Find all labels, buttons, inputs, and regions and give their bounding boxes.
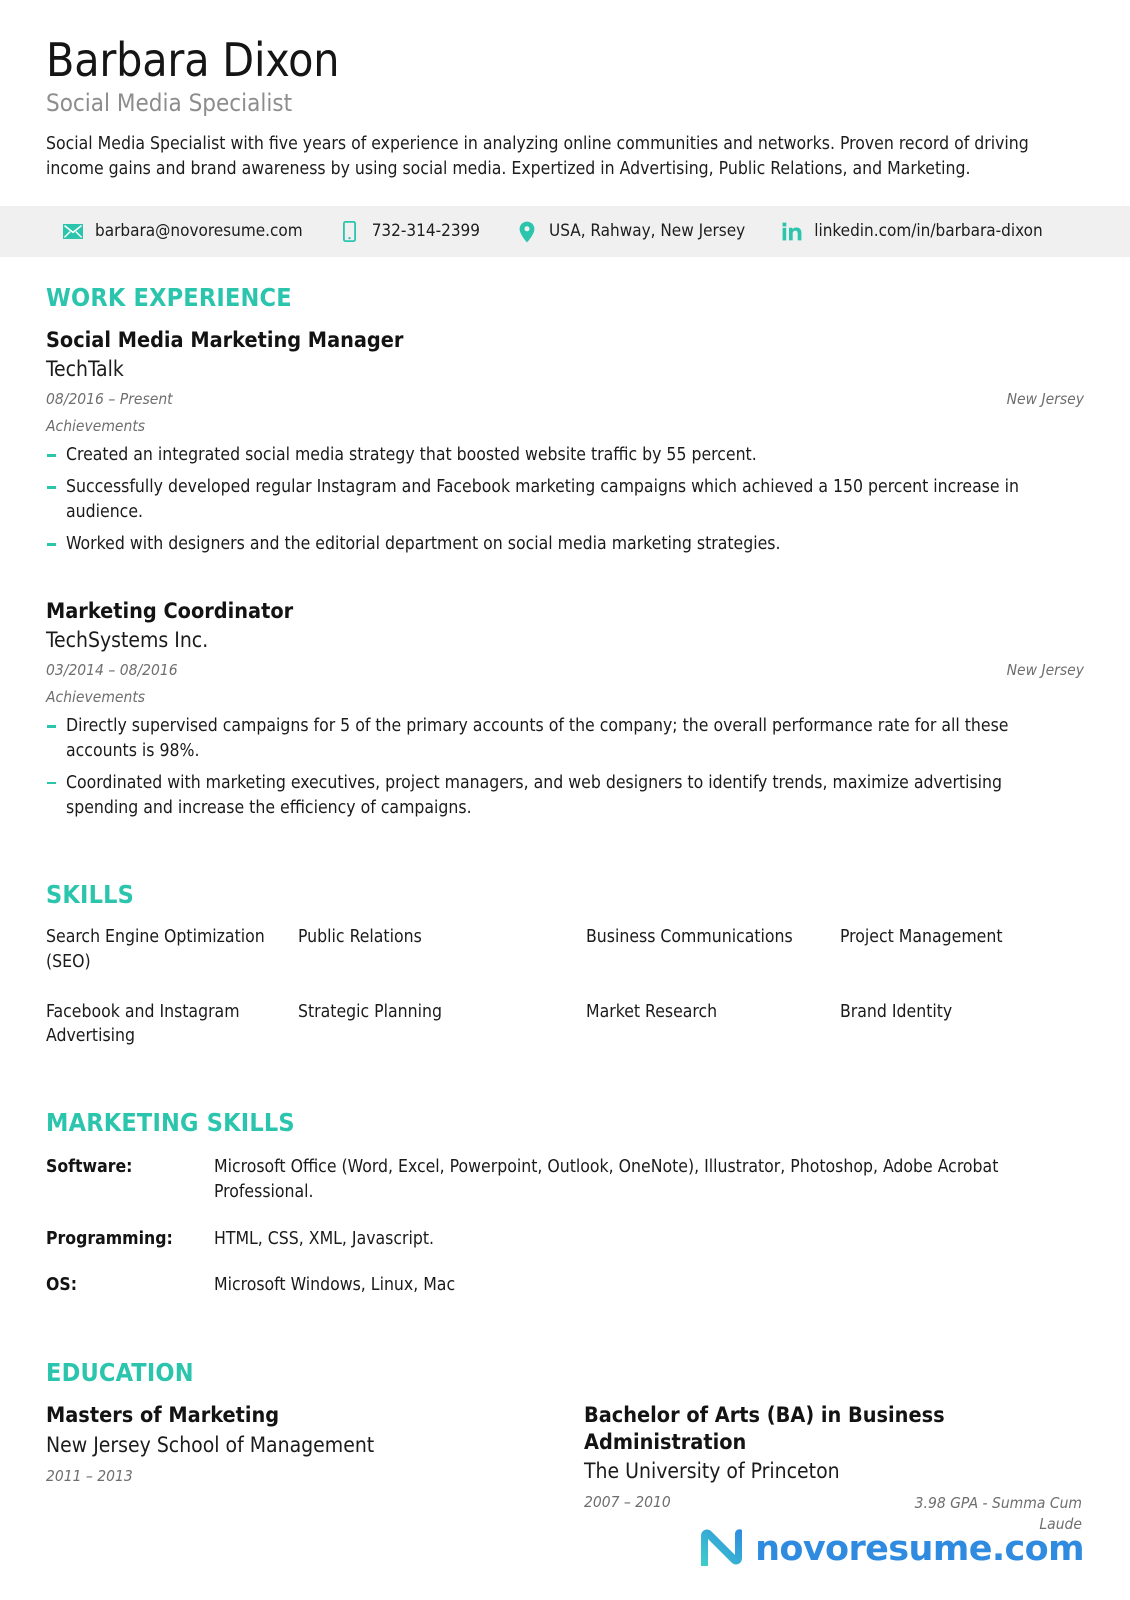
resume-body <box>0 283 1130 1535</box>
marketing-skill-row <box>46 1155 1084 1205</box>
job-company: TechTalk <box>46 357 124 382</box>
education-degree: Bachelor of Arts (BA) in Business Administration <box>584 1403 945 1455</box>
phone-icon <box>339 221 361 243</box>
list-item: Coordinated with marketing executives, project managers, and web designers to identify trends, maximize advertising spending and increase the efficiency of campaigns. <box>46 771 1078 821</box>
job-position: Social Media Marketing Manager <box>46 328 404 354</box>
education-school: The University of Princeton <box>584 1458 840 1483</box>
marketing-skill-value: Microsoft Office (Word, Excel, Powerpoint, Outlook, OneNote), Illustrator, Photoshop, Adobe Acrobat Professional. <box>214 1156 999 1202</box>
education-degree: Masters of Marketing <box>46 1403 280 1429</box>
marketing-skill-key: Software: <box>46 1156 133 1177</box>
marketing-skill-key: Programming: <box>46 1228 173 1249</box>
linkedin-icon <box>781 221 803 243</box>
job-achievements-label: Achievements <box>46 417 146 436</box>
job-company: TechSystems Inc. <box>46 627 209 652</box>
section-title-work-experience: WORK EXPERIENCE <box>46 283 292 313</box>
skills-grid <box>46 925 1084 1048</box>
section-title-skills: SKILLS <box>46 880 135 910</box>
skill-item: Facebook and Instagram Advertising <box>46 1001 240 1046</box>
marketing-skill-key: OS: <box>46 1275 78 1296</box>
job-meta <box>46 661 1084 679</box>
job-achievements-list <box>46 443 1084 556</box>
job-position: Marketing Coordinator <box>46 598 294 624</box>
contact-location-text: USA, Rahway, New Jersey <box>549 221 746 242</box>
skill-item: Search Engine Optimization (SEO) <box>46 927 265 972</box>
skill-item: Public Relations <box>298 927 422 948</box>
section-work-experience <box>46 283 1084 820</box>
list-item: Created an integrated social media strategy that boosted website traffic by 55 percent. <box>46 443 1078 468</box>
marketing-skills-list <box>46 1155 1084 1298</box>
skill-item: Project Management <box>840 927 1003 948</box>
marketing-skill-value: HTML, CSS, XML, Javascript. <box>214 1228 435 1249</box>
mail-icon <box>62 221 84 243</box>
education-dates: 2011 – 2013 <box>46 1466 133 1485</box>
header-summary: Social Media Specialist with five years of experience in analyzing online communities and networks. Proven record of driving income gains and brand awareness by using social media. Expertized in Advertising, Public Relations, and Marketing. <box>46 133 1029 179</box>
resume-header <box>0 0 1130 182</box>
job-location: New Jersey <box>1006 390 1084 409</box>
education-dates: 2007 – 2010 <box>584 1493 671 1512</box>
contact-email-text: barbara@novoresume.com <box>95 221 303 242</box>
education-grid <box>46 1403 1084 1535</box>
job-meta <box>46 390 1084 408</box>
skill-item: Market Research <box>586 1001 718 1022</box>
work-experience-entry <box>46 328 1084 557</box>
list-item: Directly supervised campaigns for 5 of the primary accounts of the company; the overall performance rate for all these accounts is 98%. <box>46 714 1078 764</box>
job-achievements-list <box>46 714 1084 820</box>
location-icon <box>516 221 538 243</box>
list-item: Successfully developed regular Instagram and Facebook marketing campaigns which achieved a 150 percent increase in audience. <box>46 475 1078 525</box>
section-marketing-skills <box>46 1108 1084 1298</box>
contact-phone-text: 732-314-2399 <box>371 221 481 242</box>
education-meta <box>46 1467 584 1485</box>
novoresume-logo[interactable] <box>699 1526 1084 1572</box>
novoresume-logo-text: novoresume.com <box>755 1528 1084 1569</box>
page-title: Barbara Dixon <box>46 33 340 87</box>
header-job-title: Social Media Specialist <box>46 88 293 117</box>
education-note: 3.98 GPA - Summa Cum Laude <box>914 1494 1082 1533</box>
contact-item-location[interactable] <box>516 221 745 243</box>
section-skills <box>46 880 1084 1048</box>
job-achievements-label: Achievements <box>46 688 146 707</box>
contact-bar <box>0 206 1130 257</box>
job-dates: 08/2016 – Present <box>46 390 173 409</box>
novoresume-n-icon <box>699 1526 745 1572</box>
contact-item-linkedin[interactable] <box>781 221 1042 243</box>
work-experience-entry <box>46 599 1084 821</box>
contact-item-email[interactable] <box>62 221 303 243</box>
job-location: New Jersey <box>1006 661 1084 680</box>
education-school: New Jersey School of Management <box>46 1432 375 1457</box>
marketing-skill-row <box>46 1227 1084 1252</box>
section-education <box>46 1358 1084 1535</box>
job-dates: 03/2014 – 08/2016 <box>46 661 178 680</box>
skill-item: Brand Identity <box>840 1001 953 1022</box>
marketing-skill-value: Microsoft Windows, Linux, Mac <box>214 1275 456 1296</box>
skill-item: Business Communications <box>586 927 793 948</box>
marketing-skill-row <box>46 1273 1084 1298</box>
education-entry <box>46 1403 584 1535</box>
contact-linkedin-text: linkedin.com/in/barbara-dixon <box>814 221 1043 242</box>
list-item: Worked with designers and the editorial department on social media marketing strategies. <box>46 532 1078 557</box>
skill-item: Strategic Planning <box>298 1001 442 1022</box>
section-title-marketing-skills: MARKETING SKILLS <box>46 1107 295 1137</box>
contact-item-phone[interactable] <box>339 221 480 243</box>
section-title-education: EDUCATION <box>46 1358 194 1388</box>
education-entry <box>584 1403 1084 1535</box>
